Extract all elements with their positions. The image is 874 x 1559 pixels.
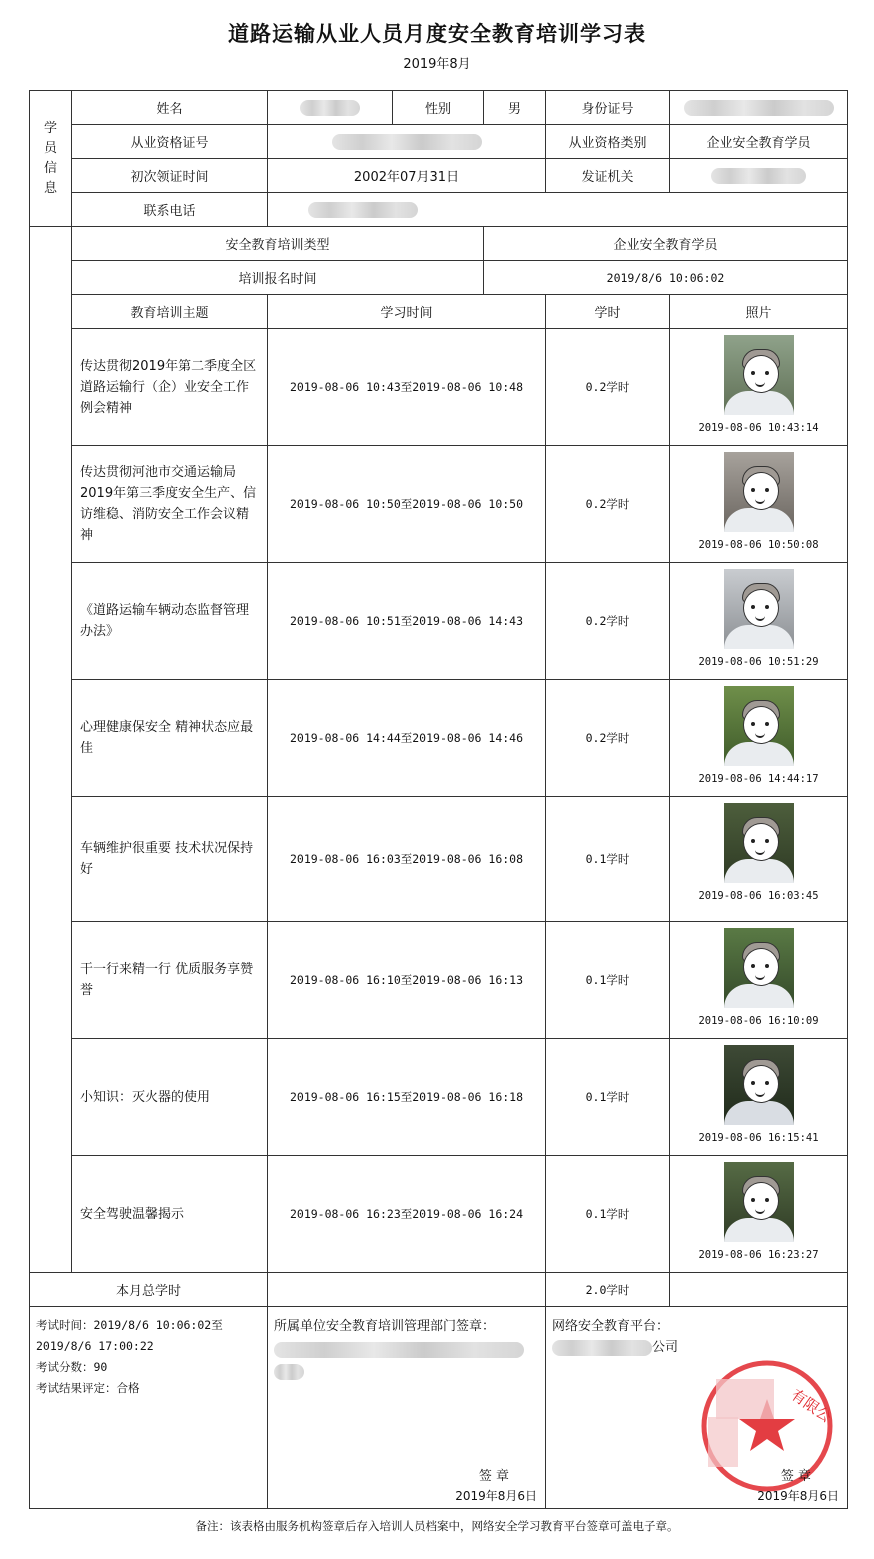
- exam-score: 考试分数：90: [36, 1360, 108, 1374]
- training-topic: 小知识：灭火器的使用: [72, 1039, 268, 1156]
- photo-cell: [670, 329, 848, 446]
- platform-sign-label: 网络安全教育平台：: [552, 1319, 670, 1334]
- table-row: [30, 797, 848, 922]
- total-hours-value: 2.0学时: [546, 1273, 670, 1307]
- study-time: 2019-08-06 16:03至2019-08-06 16:08: [268, 797, 546, 922]
- issuer-label: 发证机关: [546, 159, 670, 193]
- study-hours: 0.1学时: [546, 1039, 670, 1156]
- trainee-photo: [724, 569, 794, 649]
- training-topic: 车辆维护很重要 技术状况保持好: [72, 797, 268, 922]
- trainee-photo: [724, 1162, 794, 1242]
- unit-sign-mark: 签 章: [478, 1469, 509, 1484]
- training-topic: 干一行来精一行 优质服务享赞誉: [72, 922, 268, 1039]
- photo-cell: [670, 1039, 848, 1156]
- training-topic: 安全驾驶温馨揭示: [72, 1156, 268, 1273]
- photo-timestamp: 2019-08-06 16:03:45: [698, 890, 819, 902]
- training-topic: 心理健康保安全 精神状态应最佳: [72, 680, 268, 797]
- phone-value-redacted: [268, 193, 848, 227]
- platform-sign-section: [546, 1307, 848, 1509]
- study-time: 2019-08-06 16:10至2019-08-06 16:13: [268, 922, 546, 1039]
- training-type-value: 企业安全教育学员: [484, 227, 848, 261]
- student-info-section-label: 学 员 信 息: [30, 91, 72, 227]
- photo-cell: [670, 797, 848, 922]
- footnote: 备注：该表格由服务机构签章后存入培训人员档案中，网络安全学习教育平台签章可盖电子章。: [195, 1519, 679, 1533]
- unit-sign-date: 2019年8月6日: [455, 1489, 537, 1503]
- phone-label: 联系电话: [72, 193, 268, 227]
- unit-name-redacted: [274, 1342, 539, 1380]
- photo-cell: [670, 1156, 848, 1273]
- gender-label: 性别: [393, 91, 484, 125]
- training-topic: 《道路运输车辆动态监督管理办法》: [72, 563, 268, 680]
- header-photo: 照片: [670, 295, 848, 329]
- study-hours: 0.2学时: [546, 329, 670, 446]
- exam-result: 考试结果评定：合格: [36, 1381, 140, 1395]
- cert-type-label: 从业资格类别: [546, 125, 670, 159]
- study-time: 2019-08-06 10:50至2019-08-06 10:50: [268, 446, 546, 563]
- first-issue-value: 2002年07月31日: [268, 159, 546, 193]
- trainee-photo: [724, 1045, 794, 1125]
- trainee-photo: [724, 335, 794, 415]
- name-value-redacted: [268, 91, 393, 125]
- table-row: [30, 680, 848, 797]
- training-record-table: [29, 90, 848, 1509]
- name-label: 姓名: [72, 91, 268, 125]
- study-hours: 0.2学时: [546, 680, 670, 797]
- platform-company-redacted: [552, 1340, 652, 1356]
- training-topic: 传达贯彻2019年第二季度全区道路运输行（企）业安全工作例会精神: [72, 329, 268, 446]
- platform-sign-mark: 签 章: [780, 1469, 811, 1484]
- exam-info: [30, 1307, 268, 1509]
- exam-time-end: 2019/8/6 17:00:22: [36, 1339, 154, 1353]
- training-topic: 传达贯彻河池市交通运输局2019年第三季度安全生产、信访维稳、消防安全工作会议精神: [72, 446, 268, 563]
- photo-timestamp: 2019-08-06 10:43:14: [698, 422, 819, 434]
- study-hours: 0.1学时: [546, 797, 670, 922]
- gender-value: 男: [484, 91, 546, 125]
- table-row: [30, 922, 848, 1039]
- photo-cell: [670, 563, 848, 680]
- document-month: 2019年8月: [403, 57, 471, 72]
- cert-number-value-redacted: [268, 125, 546, 159]
- photo-timestamp: 2019-08-06 10:51:29: [698, 656, 819, 668]
- study-hours: 0.2学时: [546, 446, 670, 563]
- photo-cell: [670, 680, 848, 797]
- photo-timestamp: 2019-08-06 10:50:08: [698, 539, 819, 551]
- signup-time-value: 2019/8/6 10:06:02: [484, 261, 848, 295]
- total-hours-label: 本月总学时: [30, 1273, 268, 1307]
- training-section-spacer: [30, 227, 72, 1273]
- cert-type-value: 企业安全教育学员: [670, 125, 848, 159]
- study-time: 2019-08-06 10:43至2019-08-06 10:48: [268, 329, 546, 446]
- table-row: [30, 446, 848, 563]
- platform-sign-date: 2019年8月6日: [757, 1489, 839, 1503]
- trainee-photo: [724, 686, 794, 766]
- photo-timestamp: 2019-08-06 16:10:09: [698, 1015, 819, 1027]
- training-type-label: 安全教育培训类型: [72, 227, 484, 261]
- header-topic: 教育培训主题: [72, 295, 268, 329]
- id-number-label: 身份证号: [546, 91, 670, 125]
- signup-time-label: 培训报名时间: [72, 261, 484, 295]
- header-hours: 学时: [546, 295, 670, 329]
- study-hours: 0.2学时: [546, 563, 670, 680]
- seal-text: 有限公: [787, 1385, 835, 1427]
- issuer-value-redacted: [670, 159, 848, 193]
- platform-company: 公司: [552, 1336, 841, 1356]
- study-time: 2019-08-06 14:44至2019-08-06 14:46: [268, 680, 546, 797]
- study-hours: 0.1学时: [546, 1156, 670, 1273]
- unit-sign-section: [268, 1307, 546, 1509]
- photo-timestamp: 2019-08-06 16:15:41: [698, 1132, 819, 1144]
- photo-cell: [670, 446, 848, 563]
- table-row: [30, 329, 848, 446]
- trainee-photo: [724, 452, 794, 532]
- document-title: 道路运输从业人员月度安全教育培训学习表: [228, 22, 646, 46]
- table-row: [30, 1039, 848, 1156]
- study-hours: 0.1学时: [546, 922, 670, 1039]
- company-seal: [698, 1357, 836, 1495]
- study-time: 2019-08-06 16:15至2019-08-06 16:18: [268, 1039, 546, 1156]
- table-row: [30, 563, 848, 680]
- exam-time-start: 考试时间：2019/8/6 10:06:02至: [36, 1318, 223, 1332]
- table-row: [30, 1156, 848, 1273]
- photo-cell: [670, 922, 848, 1039]
- unit-sign-label: 所属单位安全教育培训管理部门签章：: [274, 1319, 496, 1334]
- study-time: 2019-08-06 16:23至2019-08-06 16:24: [268, 1156, 546, 1273]
- cert-number-label: 从业资格证号: [72, 125, 268, 159]
- header-study-time: 学习时间: [268, 295, 546, 329]
- id-number-value-redacted: [670, 91, 848, 125]
- trainee-photo: [724, 928, 794, 1008]
- photo-timestamp: 2019-08-06 14:44:17: [698, 773, 819, 785]
- trainee-photo: [724, 803, 794, 883]
- photo-timestamp: 2019-08-06 16:23:27: [698, 1249, 819, 1261]
- study-time: 2019-08-06 10:51至2019-08-06 14:43: [268, 563, 546, 680]
- first-issue-label: 初次领证时间: [72, 159, 268, 193]
